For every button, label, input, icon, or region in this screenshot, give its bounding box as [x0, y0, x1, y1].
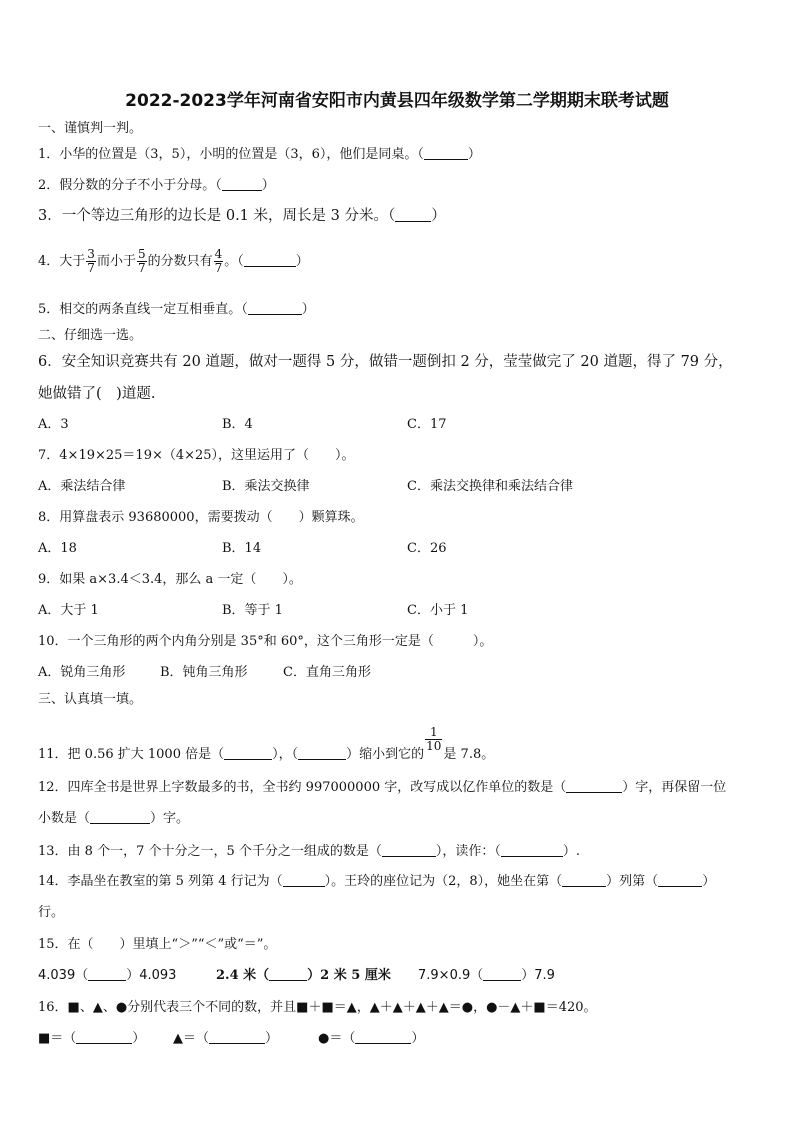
- question-10: 10．一个三角形的两个内角分别是 35°和 60°，这个三角形一定是（ ）。: [38, 634, 493, 649]
- answer-blank[interactable]: [298, 745, 346, 760]
- option-c[interactable]: C．直角三角形: [283, 665, 371, 680]
- option-b[interactable]: B．14: [222, 541, 262, 556]
- answer-blank[interactable]: [483, 966, 521, 981]
- option-c[interactable]: C．26: [407, 541, 447, 556]
- question-5: 5．相交的两条直线一定互相垂直。（ ）: [38, 302, 315, 317]
- option-a[interactable]: A．3: [38, 417, 69, 432]
- fraction: $\frac{4}{7}$: [214, 247, 223, 275]
- option-b[interactable]: B．乘法交换律: [222, 479, 310, 494]
- fraction: $\frac{3}{7}$: [87, 247, 95, 275]
- section-heading-3: 三、认真填一填。: [38, 692, 143, 707]
- answer-blank[interactable]: [355, 1029, 411, 1044]
- answer-blank[interactable]: [222, 176, 262, 191]
- question-7: 7．4×19×25＝19×（4×25），这里运用了（ ）。: [38, 448, 355, 463]
- page-title: 2022-2023学年河南省安阳市内黄县四年级数学第二学期期末联考试题: [125, 91, 669, 111]
- answer-blank[interactable]: [88, 966, 126, 981]
- question-6-line2: 她做错了( )道题.: [38, 386, 156, 402]
- question-11: 11．把 0.56 扩大 1000 倍是（ ），（ ）缩小到它的 $\frac{1}{10}$ 是 7.8。: [38, 725, 495, 762]
- answer-blank[interactable]: [76, 1029, 132, 1044]
- answer-blank[interactable]: [658, 872, 702, 887]
- question-14-line2: 行。: [38, 905, 65, 920]
- option-a[interactable]: A．乘法结合律: [38, 479, 126, 494]
- answer-blank[interactable]: [382, 842, 436, 857]
- option-b[interactable]: B．等于 1: [222, 603, 283, 618]
- comparison-1: 4.039（ ）4.093: [38, 968, 177, 983]
- answer-blank[interactable]: [501, 842, 563, 857]
- fraction: $\frac{1}{10}$: [426, 725, 442, 753]
- section-heading-2: 二、仔细选一选。: [38, 328, 143, 343]
- answer-blank[interactable]: [395, 207, 431, 222]
- question-4: 4．大于 $\frac{3}{7}$ 而小于 $\frac{5}{7}$ 的分数只有 $\frac{4}{7}$ 。（ ）: [38, 247, 309, 275]
- option-a[interactable]: A．大于 1: [38, 603, 99, 618]
- answer-blank[interactable]: [562, 872, 606, 887]
- option-c[interactable]: C．17: [407, 417, 447, 432]
- comparison-2: 2.4 米（ ）2 米 5 厘米: [216, 968, 391, 983]
- question-12-line2: 小数是（ ）字。: [38, 811, 190, 826]
- answer-blank[interactable]: [244, 252, 296, 267]
- answer-blank[interactable]: [248, 300, 302, 315]
- question-3: 3．一个等边三角形的边长是 0.1 米，周长是 3 分米。（ ）: [38, 208, 446, 224]
- answer-blank[interactable]: [424, 145, 468, 160]
- option-a[interactable]: A．锐角三角形: [38, 665, 126, 680]
- question-6: 6．安全知识竞赛共有 20 道题，做对一题得 5 分，做错一题倒扣 2 分，莹莹做完了 20 道题，得了 79 分，: [38, 354, 733, 370]
- answer-blank[interactable]: [566, 778, 622, 793]
- answer-blank[interactable]: [283, 872, 325, 887]
- question-14: 14．李晶坐在教室的第 5 列第 4 行记为（ ）。王玲的座位记为（2，8），她坐在第（ ）列第（ ）: [38, 874, 716, 889]
- question-9: 9．如果 a×3.4＜3.4，那么 a 一定（ ）。: [38, 572, 302, 587]
- answer-blank[interactable]: [269, 966, 307, 981]
- option-b[interactable]: B．钝角三角形: [160, 665, 248, 680]
- answer-square: ■＝（ ）: [38, 1031, 146, 1046]
- answer-blank[interactable]: [224, 745, 272, 760]
- fraction: $\frac{5}{7}$: [137, 247, 146, 275]
- question-13: 13．由 8 个一，7 个十分之一，5 个千分之一组成的数是（ ），读作：（ ）.: [38, 844, 581, 859]
- option-c[interactable]: C．小于 1: [407, 603, 469, 618]
- answer-triangle: ▲＝（ ）: [173, 1031, 279, 1046]
- answer-circle: ●＝（ ）: [318, 1031, 425, 1046]
- question-2: 2．假分数的分子不小于分母。（ ）: [38, 178, 275, 193]
- option-c[interactable]: C．乘法交换律和乘法结合律: [407, 479, 573, 494]
- answer-blank[interactable]: [90, 809, 150, 824]
- answer-blank[interactable]: [209, 1029, 265, 1044]
- section-heading-1: 一、谨慎判一判。: [38, 121, 143, 136]
- option-b[interactable]: B．4: [222, 417, 253, 432]
- question-15: 15．在（ ）里填上“＞”“＜”或“＝”。: [38, 937, 277, 952]
- question-8: 8．用算盘表示 93680000，需要拨动（ ）颗算珠。: [38, 510, 364, 525]
- question-12: 12．四库全书是世界上字数最多的书，全书约 997000000 字，改写成以亿作单位的数是（ ）字，再保留一位: [38, 780, 727, 795]
- comparison-3: 7.9×0.9（ ）7.9: [418, 968, 555, 983]
- question-1: 1．小华的位置是（3，5），小明的位置是（3，6），他们是同桌。（ ）: [38, 147, 481, 162]
- option-a[interactable]: A．18: [38, 541, 77, 556]
- question-16: 16．■、▲、●分别代表三个不同的数，并且■＋■＝▲，▲＋▲＋▲＋▲＝●，●－▲＋■＝420。: [38, 1000, 597, 1015]
